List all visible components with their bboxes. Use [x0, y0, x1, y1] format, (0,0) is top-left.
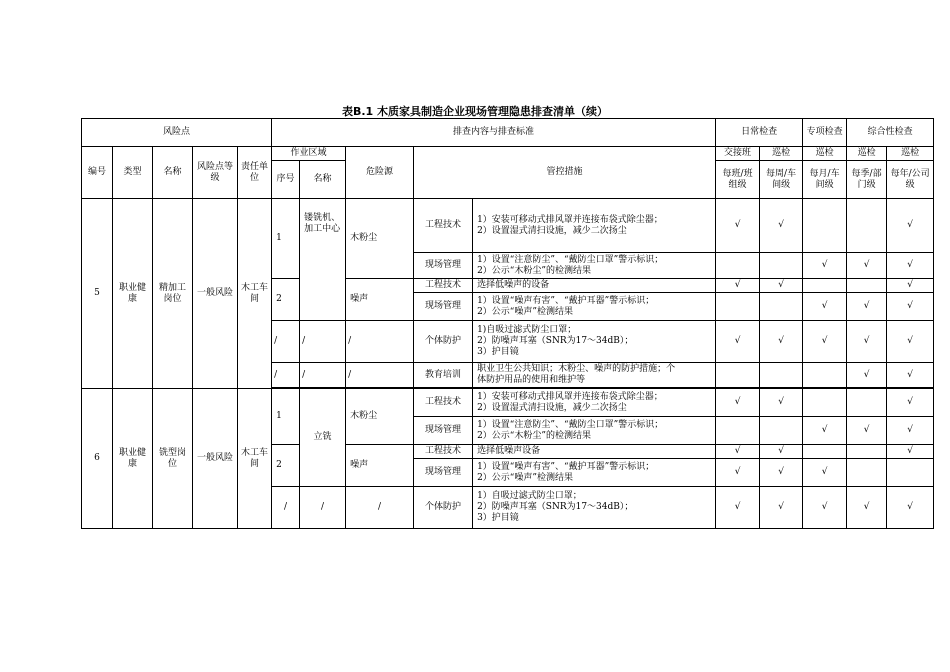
g6-measure-2: 1）设置“注意防尘”、“戴防尘口罩”警示标识； 2）公示“木粉尘”的检测结果 — [473, 417, 716, 445]
g5-measure-2: 1）设置“注意防尘”、“戴防尘口罩”警示标识； 2）公示“木粉尘”的检测结果 — [473, 253, 716, 279]
g5-seq1: 1 — [272, 199, 300, 279]
g6-measure-4: 1）设置“噪声有害”、“戴护耳器”警示标识； 2）公示“噪声”检测结果 — [473, 459, 716, 487]
col-hazard: 危险源 — [346, 147, 414, 199]
freq-quarter: 每季/部门级 — [847, 161, 887, 199]
g5-measure-3: 选择低噪声的设备 — [473, 279, 716, 293]
g5-cat-site1: 现场管理 — [414, 253, 473, 279]
g5-measure-1: 1）安装可移动式排风罩并连接布袋式除尘器； 2）设置湿式清扫设施，减少二次扬尘 — [473, 199, 716, 253]
g6-hazard2: 噪声 — [346, 445, 414, 487]
col-patrol-year: 巡检 — [887, 147, 934, 161]
col-patrol-quarter: 巡检 — [847, 147, 887, 161]
g6-area1: 立铣 — [300, 389, 346, 487]
col-area-name: 名称 — [300, 161, 346, 199]
col-control: 管控措施 — [414, 147, 716, 199]
g6-type: 职业健康 — [113, 389, 153, 529]
g5-measure-4: 1）设置“噪声有害”、“戴护耳器”警示标识； 2）公示“噪声”检测结果 — [473, 293, 716, 321]
g6-cat-eng2: 工程技术 — [414, 445, 473, 459]
col-shift: 交接班 — [716, 147, 760, 161]
g6-cat-site1: 现场管理 — [414, 417, 473, 445]
g5-measure-5: 1)自吸过滤式防尘口罩； 2）防噪声耳塞（SNR为17～34dB）； 3）护目镜 — [473, 321, 716, 363]
risk-point-header: 风险点 — [82, 119, 272, 147]
g6-hazard1: 木粉尘 — [346, 389, 414, 445]
col-seq: 序号 — [272, 161, 300, 199]
g6-level: 一般风险 — [193, 389, 238, 529]
g5-type: 职业健康 — [113, 199, 153, 389]
g5-hazard2: 噪声 — [346, 279, 414, 321]
g5-no: 5 — [82, 199, 113, 389]
page-title: 表B.1 木质家具制造企业现场管理隐患排查清单（续） — [341, 105, 609, 118]
g5-cat-edu: 教育培训 — [414, 363, 473, 388]
g6-cat-eng1: 工程技术 — [414, 389, 473, 417]
col-patrol-month: 巡检 — [803, 147, 847, 161]
g5-cat-ppe: 个体防护 — [414, 321, 473, 363]
g5-measure-6: 职业卫生公共知识；木粉尘、噪声的防护措施；个 体防护用品的使用和维护等 — [473, 363, 716, 388]
g5-cat-site2: 现场管理 — [414, 293, 473, 321]
g6-cat-ppe: 个体防护 — [414, 487, 473, 529]
g5-level: 一般风险 — [193, 199, 238, 389]
col-work-area: 作业区域 — [272, 147, 346, 161]
g5-seq2: 2 — [272, 279, 300, 321]
comprehensive-check-header: 综合性检查 — [847, 119, 934, 147]
freq-week: 每周/车间级 — [760, 161, 803, 199]
col-unit: 责任单位 — [238, 147, 272, 199]
g6-name: 铣型岗位 — [153, 389, 193, 529]
g6-seq1: 1 — [272, 389, 300, 445]
g6-unit: 木工车间 — [238, 389, 272, 529]
g5-cat-eng1: 工程技术 — [414, 199, 473, 253]
g5-unit: 木工车间 — [238, 199, 272, 389]
g6-measure-1: 1）安装可移动式排风罩并连接布袋式除尘器； 2）设置湿式清扫设施，减少二次扬尘 — [473, 389, 716, 417]
special-check-header: 专项检查 — [803, 119, 847, 147]
g6-seq2: 2 — [272, 445, 300, 487]
freq-year: 每年/公司级 — [887, 161, 934, 199]
g5-area1: 镂铣机、加工中心 — [300, 199, 346, 321]
g5-hazard1: 木粉尘 — [346, 199, 414, 279]
col-type: 类型 — [113, 147, 153, 199]
g6-cat-site2: 现场管理 — [414, 459, 473, 487]
g6-measure-3: 选择低噪声设备 — [473, 445, 716, 459]
g6-measure-5: 1）自吸过滤式防尘口罩； 2）防噪声耳塞（SNR为17～34dB）； 3）护目镜 — [473, 487, 716, 529]
col-name: 名称 — [153, 147, 193, 199]
col-no: 编号 — [82, 147, 113, 199]
g5-cat-eng2: 工程技术 — [414, 279, 473, 293]
col-level: 风险点等级 — [193, 147, 238, 199]
freq-shift: 每班/班组级 — [716, 161, 760, 199]
g5-name: 精加工岗位 — [153, 199, 193, 389]
daily-check-header: 日常检查 — [716, 119, 803, 147]
g6-no: 6 — [82, 389, 113, 529]
hazard-checklist-table: 风险点 排查内容与排查标准 日常检查 专项检查 综合性检查 编号 类型 名称 风险点等级 责任单位 作业区域 危险源 管控措施 交接班 巡检 巡检 巡检 巡检 序号 名称 每班/班组级 每周/车间级 每月/车间级 每季/部门级 每年/公司级 5 职业健康 精加工岗位 一般风险 木工车间 1 镂铣机、加工中心 木粉尘 工程技术 1）安装可移动式排风罩并连接布袋式除尘器； 2）设置湿式清扫设施，减少二次扬尘 √ √ √ 现场管理 1）设置“注意防尘”、“戴防尘口罩”警示标识； 2）公示“木粉尘”的检测结果 √ √ √ 2 噪声 工程技术 选择低噪声的设备 √ √ √ 现场管理 1）设置“噪声有害”、“戴护耳器”警示标识； 2）公示“噪声”检测结果 √ √ √ / / / 个体防护 1)自吸过滤式防尘口罩； 2）防噪声耳塞（SNR为17～34dB）； 3）护目镜 √ √ √ √ √ / / / 教育培训 职业卫生公共知识；木粉尘、噪声的防护措施；个 体防护用品的使用和维护等 √ √ 6 职业健康 铣型岗位 一般风险 木工车间 1 立铣 木粉尘 工程技术 1）安装可移动式排风罩并连接布袋式除尘器； 2）设置湿式清扫设施，减少二次扬尘 √ √ √ 现场管理 1）设置“注意防尘”、“戴防尘口罩”警示标识； 2）公示“木粉尘”的检测结果 √ √ √ 2 噪声 工程技术 选择低噪声设备 √ √ √ 现场管理 1）设置“噪声有害”、“戴护耳器”警示标识； 2）公示“噪声”检测结果 √ √ √ / / / 个体防护 1）自吸过滤式防尘口罩； 2）防噪声耳塞（SNR为17～34dB）； 3）护目镜 √ √ √ √ √ — [81, 118, 934, 529]
col-patrol-week: 巡检 — [760, 147, 803, 161]
freq-month: 每月/车间级 — [803, 161, 847, 199]
check-content-header: 排查内容与排查标准 — [272, 119, 716, 147]
